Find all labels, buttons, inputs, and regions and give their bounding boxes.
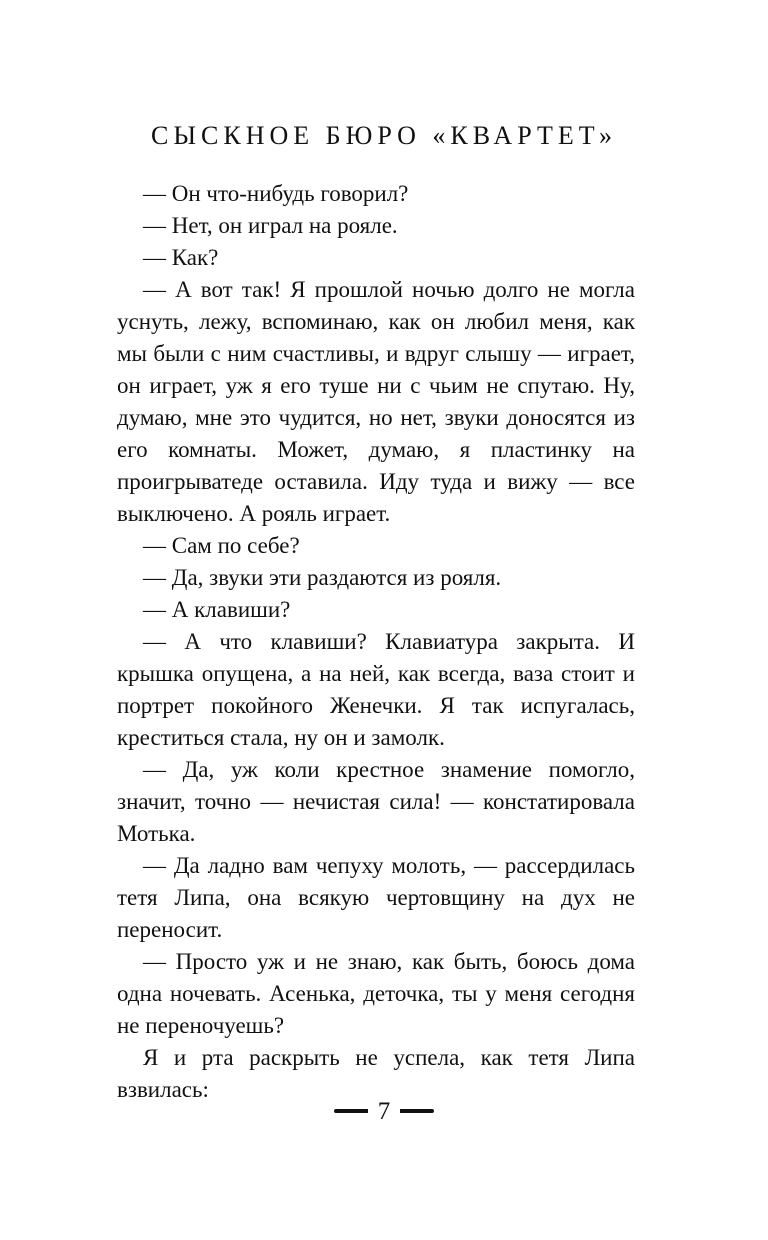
running-head-title: СЫСКНОЕ БЮРО «КВАРТЕТ» <box>151 121 617 150</box>
folio-ornament-left-icon <box>334 1109 368 1113</box>
paragraph: — А что клавиши? Клавиатура закрыта. И крышка опущена, а на ней, как всегда, ваза стоит и портрет покойного Женечки. Я так испугалась, креститься стала, ну он и замолк. <box>117 629 635 750</box>
paragraph: — А вот так! Я прошлой ночью долго не могла уснуть, лежу, вспоминаю, как он любил меня, как мы были с ним счастливы, и вдруг слышу — играет, он играет, уж я его туше ни с чьим не спутаю. Ну, думаю, мне это чудится, но нет, звуки доносятся из его комнаты. Может, думаю, я пластинку на проигрыватеде оставила. Иду туда и вижу — все выключено. А рояль играет. <box>117 277 635 526</box>
paragraph: — Сам по себе? <box>143 533 300 558</box>
paragraph: — Как? <box>143 245 219 270</box>
page-number-footer <box>0 1096 768 1128</box>
paragraph: — Он что-нибудь говорил? <box>143 181 409 206</box>
paragraph: — Да, звуки эти раздаются из рояля. <box>143 565 502 590</box>
page-number: 7 <box>377 1098 391 1125</box>
paragraph: Я и рта раскрыть не успела, как тетя Липа взвилась: <box>117 1045 635 1102</box>
paragraph: — Нет, он играл на рояле. <box>143 213 398 238</box>
folio-ornament-right-icon <box>400 1109 434 1113</box>
paragraph: — Просто уж и не знаю, как быть, боюсь дома одна ночевать. Асенька, деточка, ты у меня сегодня не переночуешь? <box>117 949 635 1038</box>
paragraph: — Да ладно вам чепуху молоть, — рассердилась тетя Липа, она всякую чертовщину на дух не переносит. <box>117 853 635 942</box>
paragraph: — Да, уж коли крестное знамение помогло, значит, точно — нечистая сила! — констатировала Мотька. <box>117 757 635 846</box>
body-text <box>117 178 635 1106</box>
paragraph: — А клавиши? <box>143 597 291 622</box>
